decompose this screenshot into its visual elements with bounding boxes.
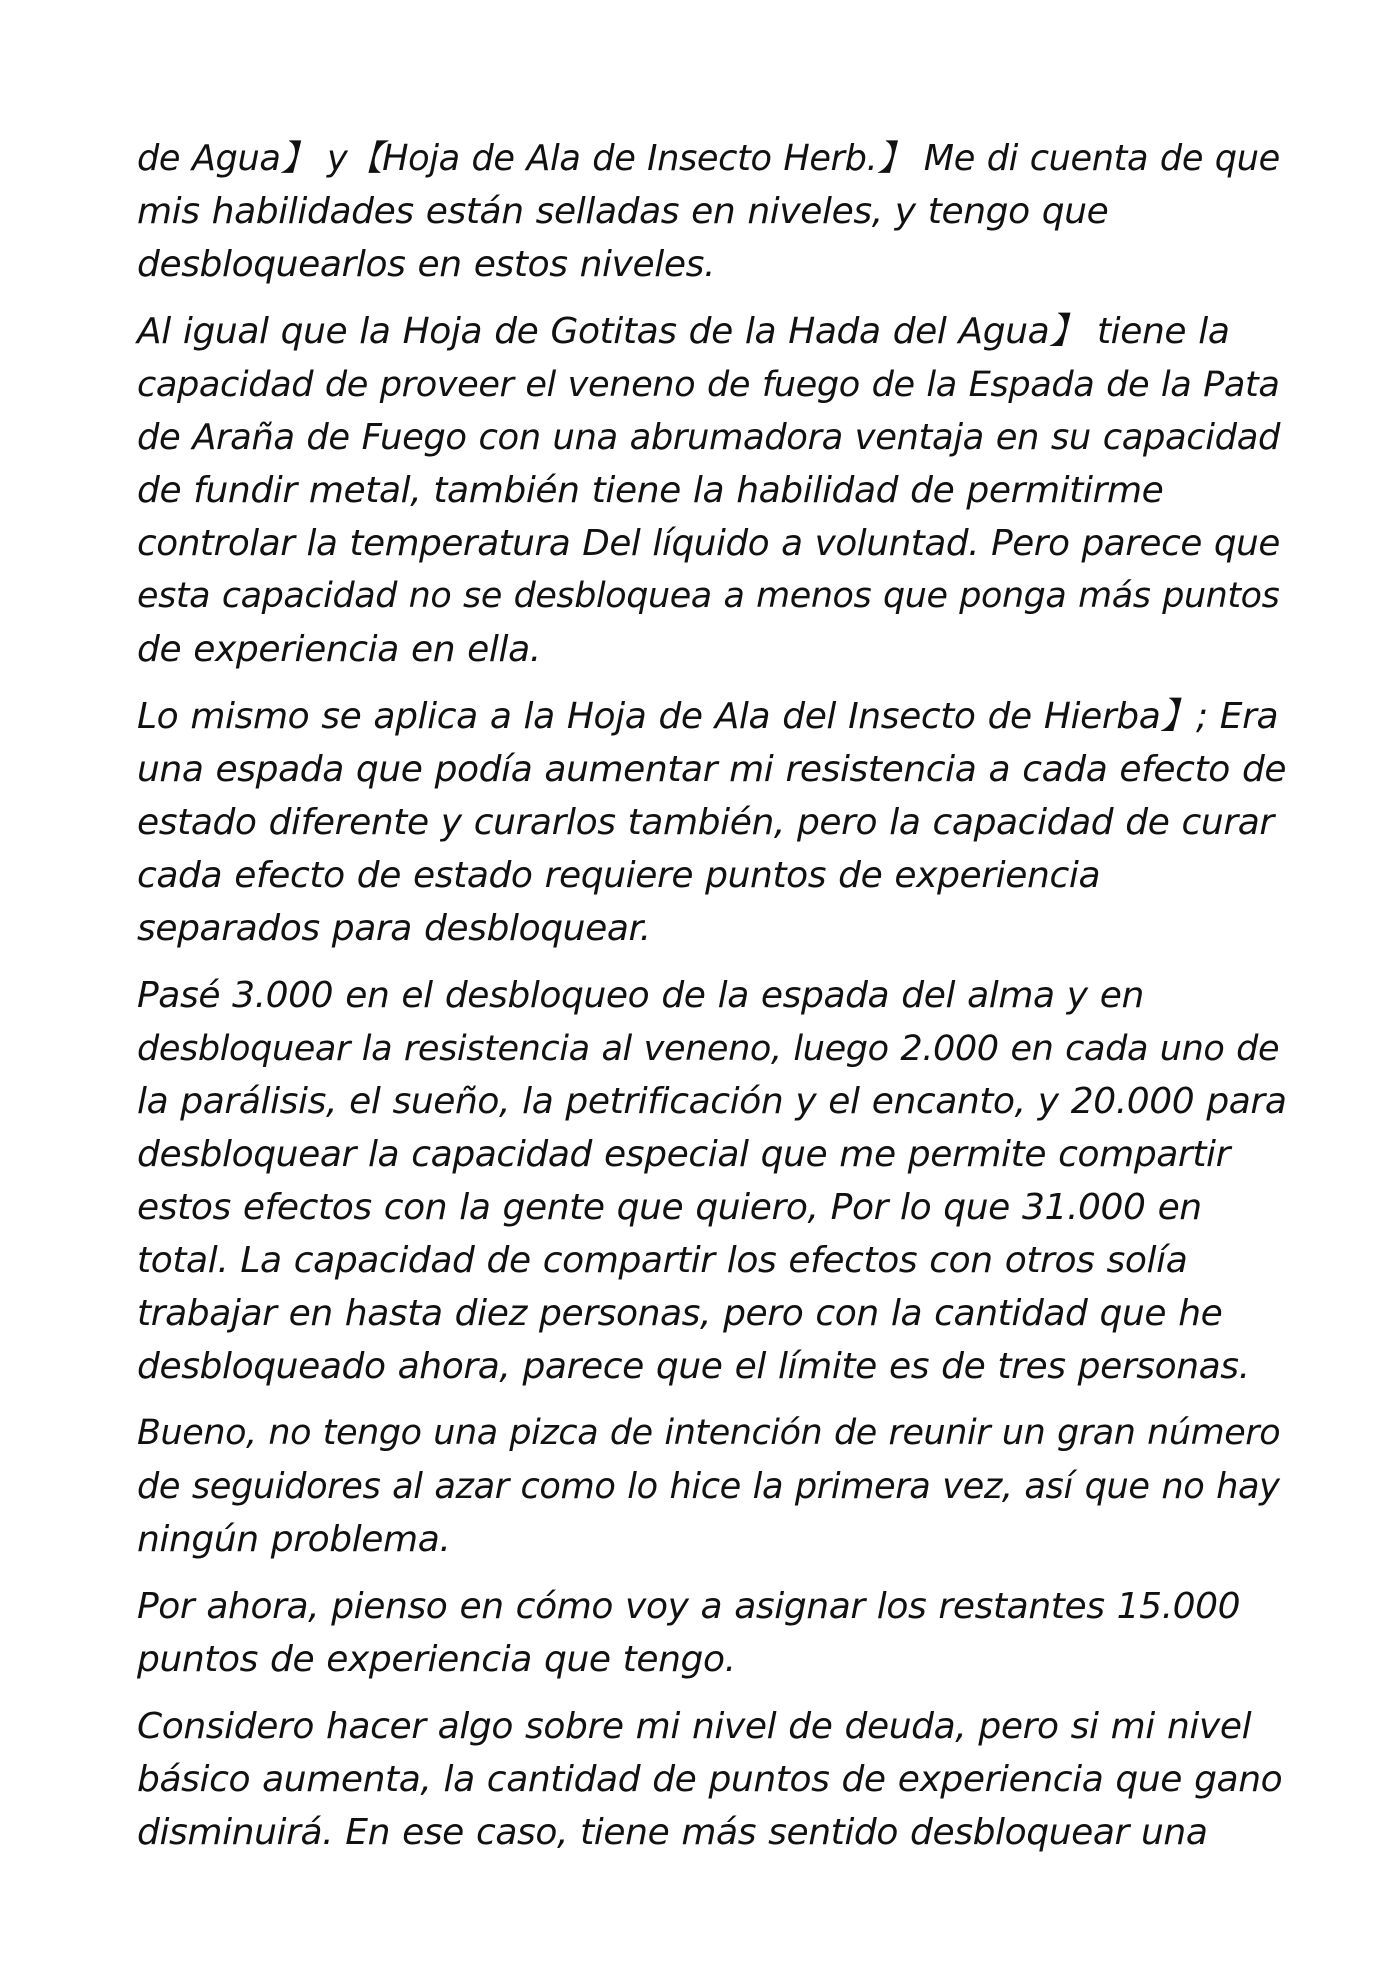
text-line: ningún problema. [137,1519,451,1560]
text-line: la parálisis, el sueño, la petrificación y el encanto, y 20.000 para [137,1081,1287,1122]
text-line: separados para desbloquear. [137,908,651,949]
text-line: mis habilidades están selladas en niveles, y tengo que [137,191,1109,232]
text-line: controlar la temperatura Del líquido a voluntad. Pero parece que [137,523,1280,564]
paragraph-1 [137,132,1287,291]
text-line: estos efectos con la gente que quiero, Por lo que 31.000 en [137,1187,1202,1228]
paragraph-2 [137,305,1287,676]
text-line: Considero hacer algo sobre mi nivel de deuda, pero si mi nivel [137,1706,1252,1747]
text-line: de Araña de Fuego con una abrumadora ventaja en su capacidad [137,417,1280,458]
text-line: Pasé 3.000 en el desbloqueo de la espada del alma y en [137,975,1144,1016]
text-line: total. La capacidad de compartir los efectos con otros solía [137,1240,1188,1281]
text-line: de fundir metal, también tiene la habilidad de permitirme [137,470,1164,511]
text-line: desbloqueado ahora, parece que el límite es de tres personas. [137,1346,1250,1387]
text-line: de Agua】 y【Hoja de Ala de Insecto Herb.】 Me di cuenta de que [137,138,1280,179]
text-line: básico aumenta, la cantidad de puntos de experiencia que gano [137,1759,1283,1800]
paragraph-4 [137,969,1287,1393]
text-line: estado diferente y curarlos también, pero la capacidad de curar [137,802,1274,843]
text-line: desbloquear la capacidad especial que me permite compartir [137,1134,1231,1175]
text-line: Bueno, no tengo una pizca de intención de reunir un gran número [137,1413,1281,1453]
text-line: disminuirá. En ese caso, tiene más sentido desbloquear una [137,1812,1208,1853]
paragraph-3 [137,690,1287,955]
text-line: Por ahora, pienso en cómo voy a asignar los restantes 15.000 [137,1586,1241,1627]
body-text [137,132,1287,1873]
text-line: Lo mismo se aplica a la Hoja de Ala del Insecto de Hierba】; Era [137,696,1279,737]
text-line: puntos de experiencia que tengo. [137,1639,736,1680]
text-line: desbloquearlos en estos niveles. [137,244,716,285]
text-line: Al igual que la Hoja de Gotitas de la Hada del Agua】 tiene la [137,311,1230,352]
text-line: capacidad de proveer el veneno de fuego de la Espada de la Pata [137,364,1280,405]
text-line: de experiencia en ella. [137,629,541,670]
paragraph-5 [137,1407,1287,1566]
text-line: de seguidores al azar como lo hice la primera vez, así que no hay [137,1466,1280,1507]
paragraph-7 [137,1700,1287,1859]
text-line: trabajar en hasta diez personas, pero con la cantidad que he [137,1293,1223,1334]
text-line: desbloquear la resistencia al veneno, luego 2.000 en cada uno de [137,1028,1280,1069]
text-line: cada efecto de estado requiere puntos de experiencia [137,855,1101,896]
paragraph-6 [137,1580,1287,1686]
text-line: esta capacidad no se desbloquea a menos que ponga más puntos [137,576,1280,616]
text-line: una espada que podía aumentar mi resistencia a cada efecto de [137,749,1287,790]
